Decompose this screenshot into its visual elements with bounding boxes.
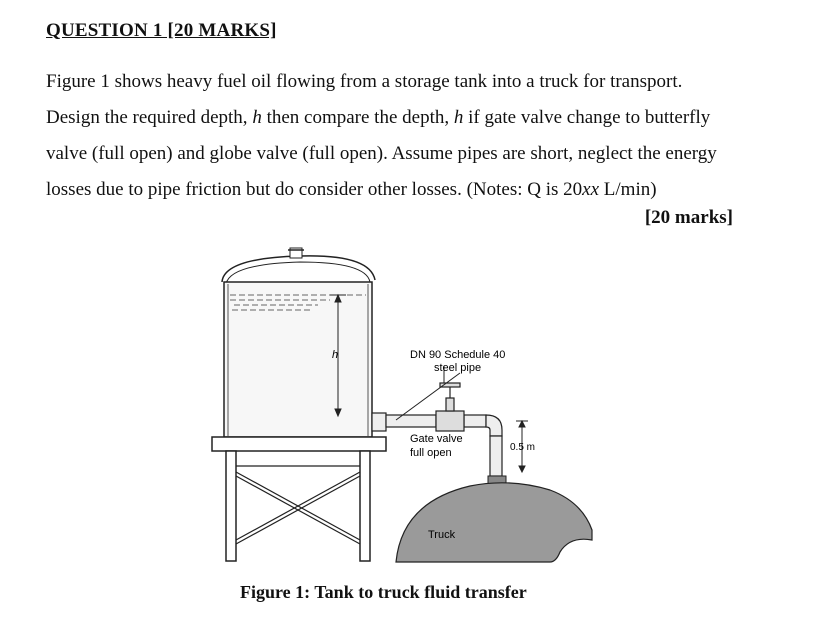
paragraph-line-1: [46, 64, 766, 100]
valve-label-line-2: full open: [410, 447, 452, 459]
paragraph-line-2: [46, 100, 766, 136]
line-1-text: Figure 1 shows heavy fuel oil flowing from a storage tank into a truck for transport.: [46, 71, 683, 92]
line-4-var-xx: xx: [582, 179, 600, 200]
line-4-text-a: losses due to pipe friction but do consider other losses. (Notes: Q is 20: [46, 179, 583, 200]
line-2-text-b: then compare the depth,: [261, 107, 454, 128]
line-4-text-b: L/min): [599, 179, 657, 200]
paragraph-line-3: [46, 136, 766, 172]
figure-1-diagram: [210, 240, 600, 570]
line-2-text-a: Design the required depth,: [46, 107, 253, 128]
truck-tank: [396, 483, 592, 562]
truck-label: Truck: [428, 529, 456, 541]
pipe-label-line-1: DN 90 Schedule 40: [410, 349, 506, 361]
line-2-text-c: if gate valve change to butterfly: [463, 107, 711, 128]
depth-label-h: h: [332, 349, 339, 361]
stand-top: [212, 437, 386, 451]
stand-cross-bracing: [236, 466, 360, 544]
pipe-label-line-2: steel pipe: [434, 362, 482, 374]
line-2-var-h-2: h: [453, 107, 464, 128]
question-paragraph: [46, 64, 766, 208]
tank-dome-inner: [226, 262, 370, 284]
valve-label-line-1: Gate valve: [410, 433, 463, 445]
question-heading: QUESTION 1 [20 MARKS]: [46, 20, 277, 41]
drop-label: 0.5 m: [510, 442, 536, 453]
line-3-text: valve (full open) and globe valve (full open). Assume pipes are short, neglect the energy: [46, 143, 717, 164]
line-2-var-h-1: h: [252, 107, 262, 128]
marks-label: [20 marks]: [644, 207, 733, 228]
gate-valve: [436, 383, 464, 431]
paragraph-line-4: [46, 172, 766, 208]
figure-caption: Figure 1: Tank to truck fluid transfer: [240, 582, 527, 602]
